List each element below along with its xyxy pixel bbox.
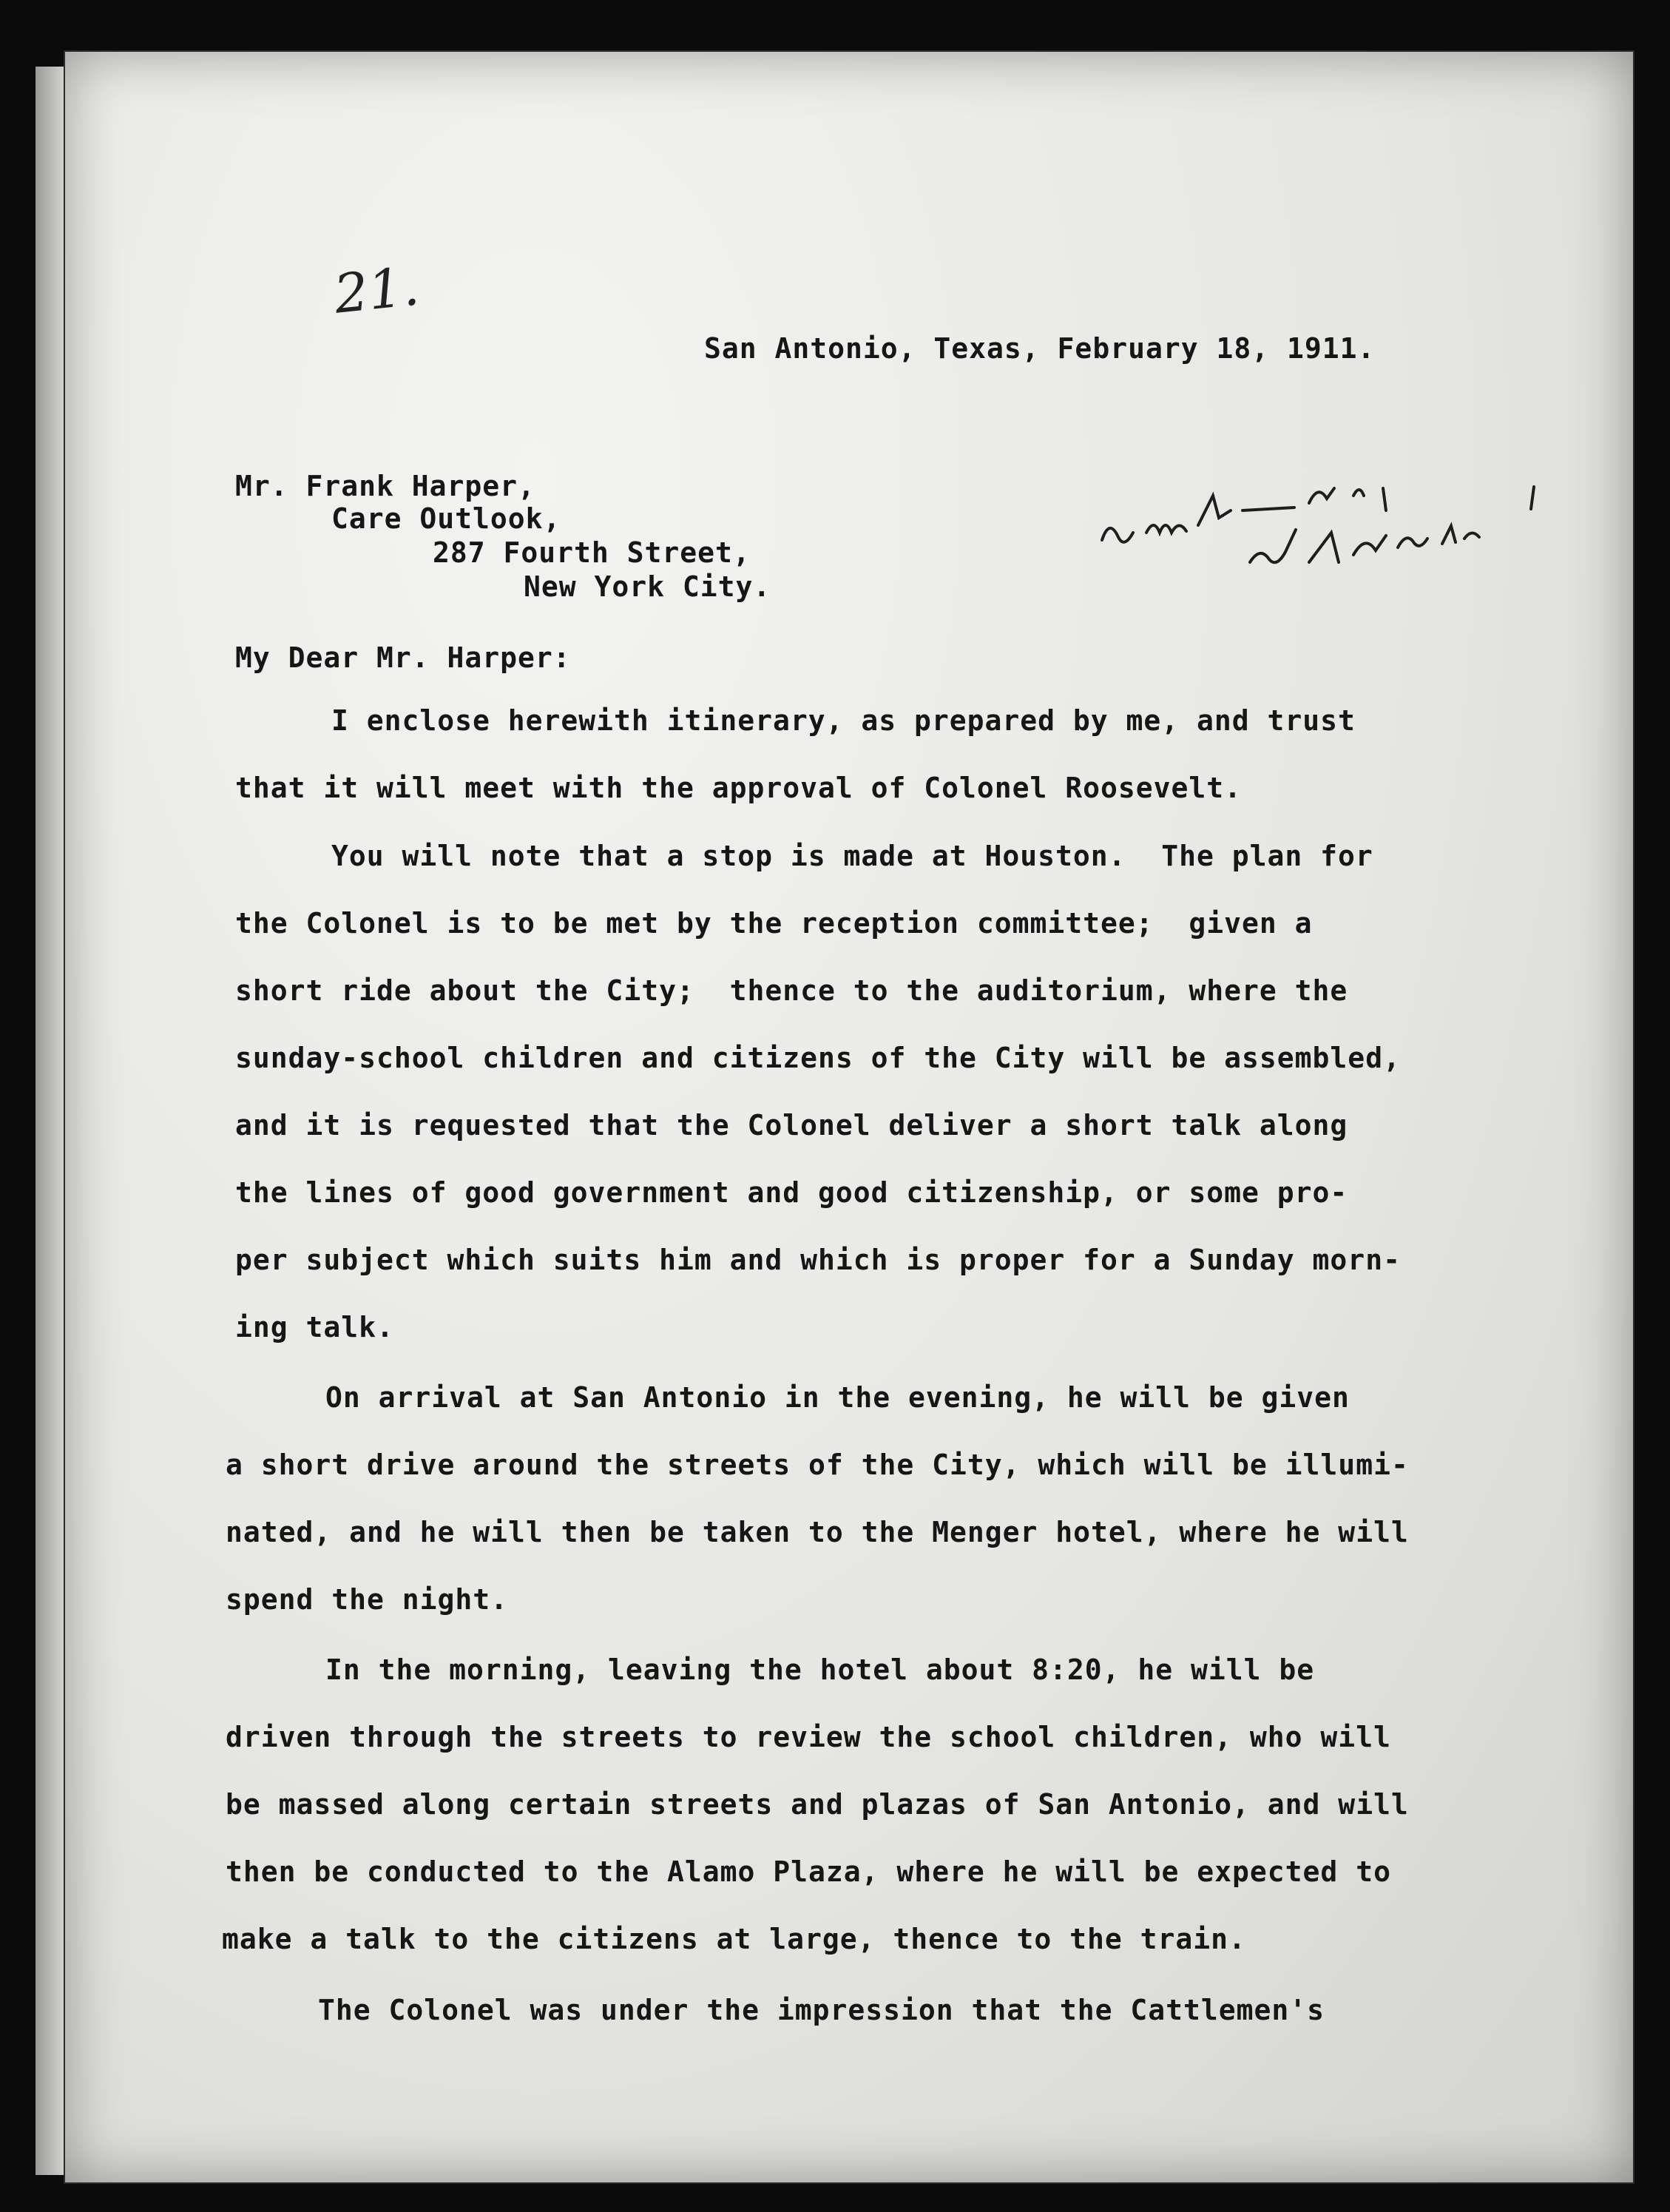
body-line: In the morning, leaving the hotel about 8:20, he will be bbox=[325, 1653, 1315, 1686]
address-line: 287 Fourth Street, bbox=[433, 536, 751, 569]
body-line: nated, and he will then be taken to the Menger hotel, where he will bbox=[226, 1516, 1409, 1548]
handwritten-page-number: 21. bbox=[331, 254, 422, 326]
body-line: per subject which suits him and which is proper for a Sunday morn- bbox=[235, 1244, 1401, 1276]
body-line: that it will meet with the approval of Colonel Roosevelt. bbox=[235, 772, 1243, 804]
body-line: sunday-school children and citizens of the City will be assembled, bbox=[235, 1042, 1401, 1074]
body-line: spend the night. bbox=[226, 1583, 509, 1616]
body-line: be massed along certain streets and plazas of San Antonio, and will bbox=[226, 1788, 1409, 1821]
salutation: My Dear Mr. Harper: bbox=[235, 641, 571, 674]
body-line: the lines of good government and good citizenship, or some pro- bbox=[235, 1176, 1348, 1209]
body-line: then be conducted to the Alamo Plaza, where he will be expected to bbox=[226, 1855, 1391, 1888]
date-line: San Antonio, Texas, February 18, 1911. bbox=[704, 332, 1376, 365]
address-line: Mr. Frank Harper, bbox=[235, 470, 535, 502]
body-line: driven through the streets to review the school children, who will bbox=[226, 1721, 1391, 1753]
body-line: short ride about the City; thence to the auditorium, where the bbox=[235, 974, 1348, 1007]
body-line: and it is requested that the Colonel deliver a short talk along bbox=[235, 1109, 1348, 1142]
paper-edge bbox=[36, 67, 68, 2175]
body-line: On arrival at San Antonio in the evening, he will be given bbox=[325, 1381, 1350, 1414]
body-line: You will note that a stop is made at Houston. The plan for bbox=[331, 840, 1373, 872]
body-line: the Colonel is to be met by the reception committee; given a bbox=[235, 907, 1313, 940]
body-line: ing talk. bbox=[235, 1311, 394, 1343]
shorthand-annotation bbox=[1087, 451, 1590, 599]
body-line: The Colonel was under the impression that the Cattlemen's bbox=[318, 1994, 1325, 2026]
body-line: a short drive around the streets of the City, which will be illumi- bbox=[226, 1449, 1409, 1481]
address-line: Care Outlook, bbox=[331, 502, 561, 535]
address-line: New York City. bbox=[524, 570, 771, 603]
body-line: I enclose herewith itinerary, as prepared by me, and trust bbox=[331, 704, 1356, 737]
body-line: make a talk to the citizens at large, thence to the train. bbox=[222, 1923, 1246, 1955]
